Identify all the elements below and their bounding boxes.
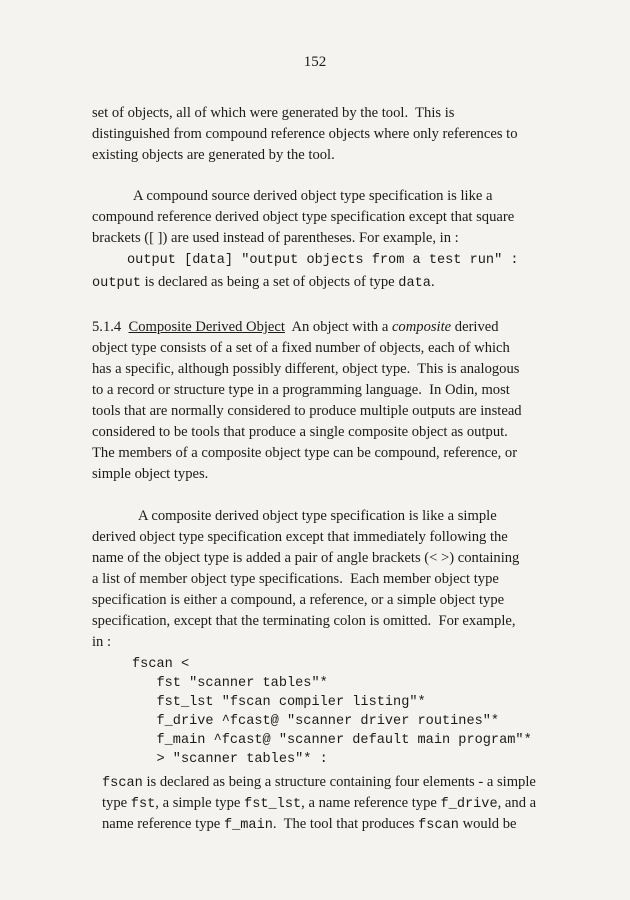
code-token: f_main	[223, 818, 273, 833]
text-line: A composite derived object type specification is like a simple	[138, 508, 497, 524]
code-token: output	[92, 276, 141, 291]
text-line: in :	[92, 634, 112, 650]
text-line: has a specific, although possibly different, object type. This is analogous	[92, 361, 520, 377]
text-line: a list of member object type specifications. Each member object type	[92, 571, 499, 587]
code-token: data	[398, 276, 431, 291]
section-number: 5.1.4	[92, 319, 122, 335]
text-line: distinguished from compound reference objects where only references to	[92, 126, 518, 142]
code-example: output [data] "output objects from a test run" :	[127, 253, 519, 268]
text-line: set of objects, all of which were generated by the tool. This is	[92, 105, 455, 121]
code-line: f_main ^fcast@ "scanner default main program"*	[132, 733, 532, 748]
text-line: type fst, a simple type fst_lst, a name reference type f_drive, and a	[102, 795, 537, 812]
text-line: compound reference derived object type specification except that square	[92, 209, 515, 225]
text-line: output is declared as being a set of objects of type data.	[92, 274, 435, 291]
text-line: fscan is declared as being a structure containing four elements - a simple	[102, 774, 536, 791]
code-token: f_drive	[440, 797, 498, 812]
text-line: derived object type specification except that immediately following the	[92, 529, 508, 545]
section-line: 5.1.4 Composite Derived Object An object with a composite derived	[92, 319, 499, 335]
text-line: simple object types.	[92, 466, 209, 482]
text-line: specification is either a compound, a reference, or a simple object type	[92, 592, 505, 608]
text-line: name of the object type is added a pair of angle brackets (< >) containing	[92, 550, 520, 566]
text-line: existing objects are generated by the tool.	[92, 147, 335, 163]
text-line: A compound source derived object type specification is like a	[133, 188, 493, 204]
code-token: fst_lst	[244, 797, 302, 812]
text-line: tools that are normally considered to produce multiple outputs are instead	[92, 403, 522, 419]
code-token: fscan	[102, 776, 143, 791]
code-line: fst "scanner tables"*	[132, 676, 328, 691]
text-line: object type consists of a set of a fixed number of objects, each of which	[92, 340, 510, 356]
text-line: brackets ([ ]) are used instead of parentheses. For example, in :	[92, 230, 459, 246]
code-line: > "scanner tables"* :	[132, 752, 328, 767]
text-line: considered to be tools that produce a single composite object as output.	[92, 424, 508, 440]
page-number: 152	[303, 54, 327, 70]
text-line: specification, except that the terminating colon is omitted. For example,	[92, 613, 516, 629]
text-line: The members of a composite object type can be compound, reference, or	[92, 445, 518, 461]
text-line: to a record or structure type in a programming language. In Odin, most	[92, 382, 510, 398]
text-line: name reference type f_main. The tool that produces fscan would be	[102, 816, 517, 833]
code-token: fscan	[418, 818, 459, 833]
code-line: f_drive ^fcast@ "scanner driver routines"*	[132, 714, 500, 729]
code-line: fscan <	[132, 657, 190, 672]
section-title: Composite Derived Object	[128, 319, 285, 335]
code-line: fst_lst "fscan compiler listing"*	[132, 695, 426, 710]
code-token: fst	[130, 797, 156, 812]
